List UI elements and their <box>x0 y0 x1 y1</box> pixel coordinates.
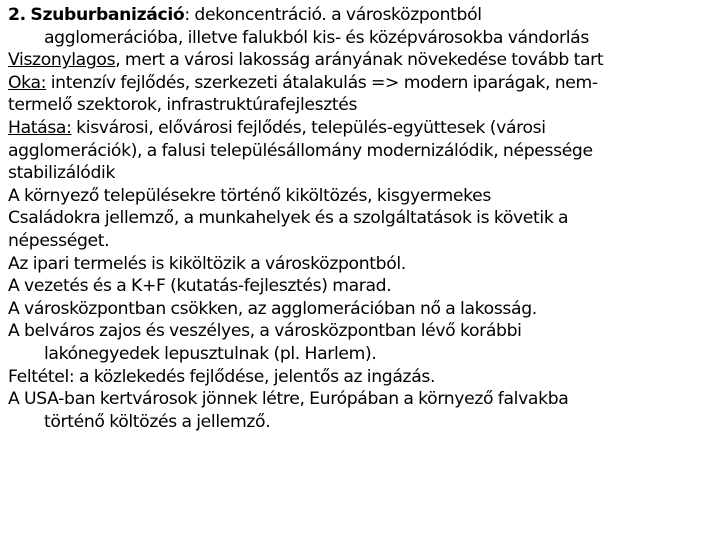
relative-line <box>8 49 712 72</box>
body-line-families: Családokra jellemző, a munkahelyek és a szolgáltatások is követik a <box>8 208 569 229</box>
effect-line-continued: agglomerációk), a falusi településállomány modernizálódik, népessége <box>8 140 593 161</box>
body-line-industry: Az ipari termelés is kiköltözik a városközpontból. <box>8 253 406 274</box>
cause-line-continued: termelő szektorok, infrastruktúrafejlesztés <box>8 95 358 116</box>
effect-line-end: stabilizálódik <box>8 163 116 184</box>
effect-text: kisvárosi, elővárosi fejlődés, település-együttesek (városi <box>71 117 546 138</box>
body-line-outmigration: A környező településekre történő kiköltözés, kisgyermekes <box>8 185 491 206</box>
cause-line <box>8 72 712 95</box>
effect-line <box>8 117 712 140</box>
body-line-population-shift: A városközpontban csökken, az agglomerációban nő a lakosság. <box>8 298 537 319</box>
body-line-population: népességet. <box>8 230 110 251</box>
heading-number: 2. <box>8 5 26 25</box>
heading-line <box>8 4 712 27</box>
heading-definition-continued: agglomerációba, illetve falukból kis- és középvárosokba vándorlás <box>44 27 589 48</box>
cause-text: intenzív fejlődés, szerkezeti átalakulás => modern iparágak, nem- <box>46 72 598 93</box>
body-line-suburbs-continued: történő költözés a jellemző. <box>44 411 271 432</box>
relative-text: , mert a városi lakosság arányának növekedése tovább tart <box>115 50 604 71</box>
heading-definition: : dekoncentráció. a városközpontból <box>184 5 482 25</box>
body-line-downtown-continued: lakónegyedek lepusztulnak (pl. Harlem). <box>44 343 377 364</box>
body-line-condition: Feltétel: a közlekedés fejlődése, jelentős az ingázás. <box>8 366 436 387</box>
body-line-suburbs: A USA-ban kertvárosok jönnek létre, Európában a környező falvakba <box>8 389 569 410</box>
body-line-downtown: A belváros zajos és veszélyes, a városközpontban lévő korábbi <box>8 321 522 342</box>
body-line-management: A vezetés és a K+F (kutatás-fejlesztés) marad. <box>8 276 392 297</box>
relative-label: Viszonylagos <box>8 50 116 71</box>
effect-label: Hatása: <box>8 117 72 138</box>
cause-label: Oka: <box>8 72 47 93</box>
heading-term: Szuburbanizáció <box>30 5 185 25</box>
